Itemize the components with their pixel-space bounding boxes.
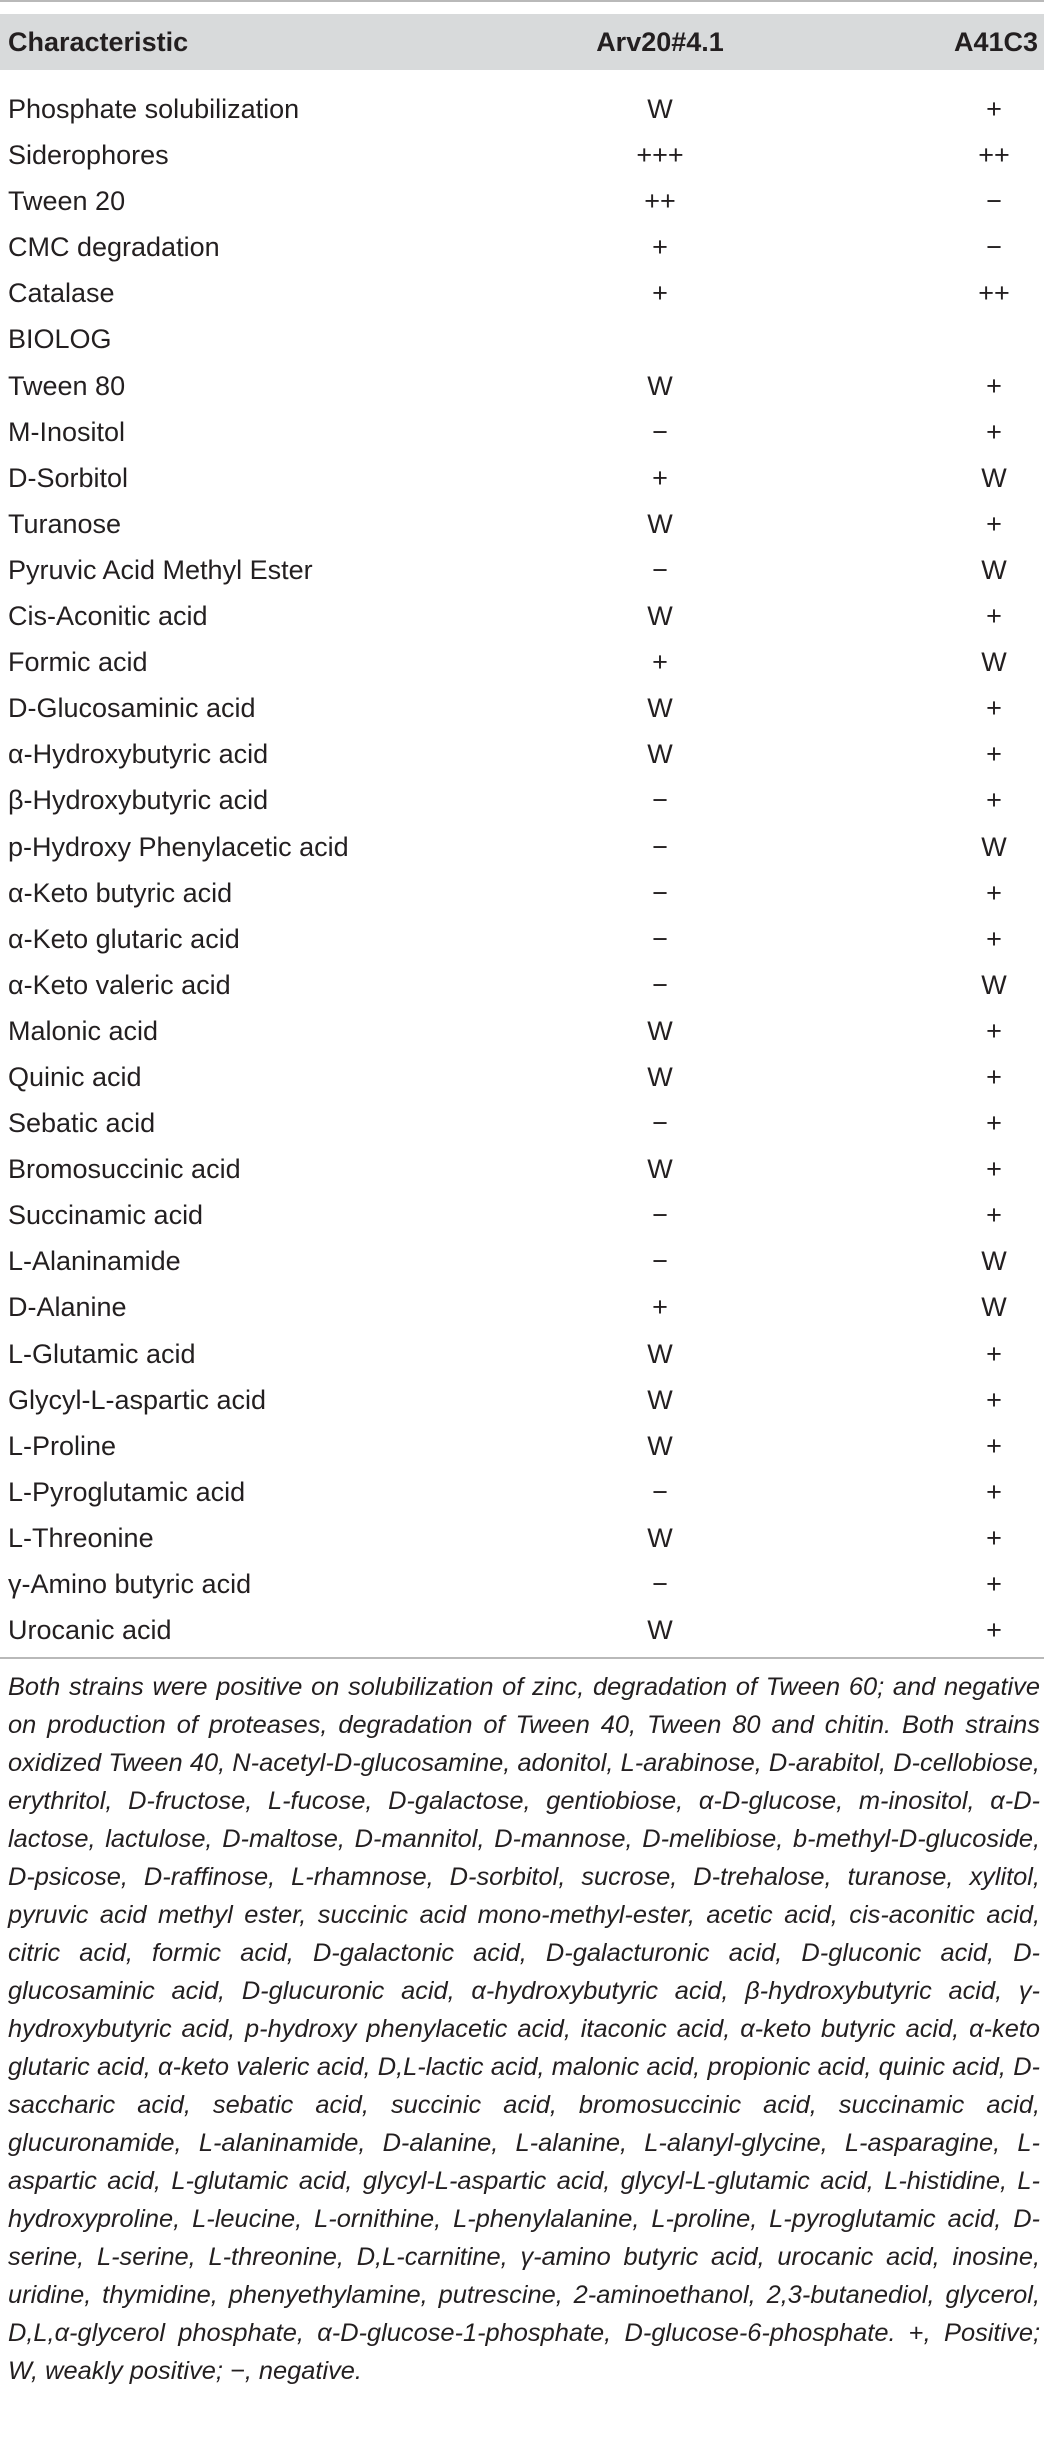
row-strain2-value: +	[986, 416, 1002, 447]
table-row	[0, 1563, 1044, 1609]
row-strain1-value: +	[652, 1292, 668, 1323]
footnote-text: Both strains were positive on solubilization of zinc, degradation of Tween 60; and negative on production of proteases, degradation of Tween 40, Tween 80 and chitin. Both strains oxidized Tween 40, N-acetyl-D-glucosamine, adonitol, L-arabinose, D-arabitol, D-cellobiose, erythritol, D-fructose, L-fucose, D-galactose, gentiobiose, α-D-glucose, m-inositol, α-D-lactose, lactulose, D-maltose, D-mannitol, D-mannose, D-melibiose, b-methyl-D-glucoside, D-psicose, D-raffinose, L-rhamnose, D-sorbitol, sucrose, D-trehalose, turanose, xylitol, pyruvic acid methyl ester, succinic acid mono-methyl-ester, acetic acid, cis-aconitic acid, citric acid, formic acid, D-galactonic acid, D-galacturonic acid, D-gluconic acid, D-glucosaminic acid, D-glucuronic acid, α-hydroxybutyric acid, β-hydroxybutyric acid, γ-hydroxybutyric acid, p-hydroxy phenylacetic acid, itaconic acid, α-keto butyric acid, α-keto glutaric acid, α-keto valeric acid, D,L-lactic acid, malonic acid, propionic acid, quinic acid, D-saccharic acid, sebatic acid, succinic acid, bromosuccinic acid, succinamic acid, glucuronamide, L-alaninamide, D-alanine, L-alanine, L-alanyl-glycine, L-asparagine, L-aspartic acid, L-glutamic acid, glycyl-L-aspartic acid, glycyl-L-glutamic acid, L-histidine, L-hydroxyproline, L-leucine, L-ornithine, L-phenylalanine, L-proline, L-pyroglutamic acid, D-serine, L-serine, L-threonine, D,L-carnitine, γ-amino butyric acid, urocanic acid, inosine, uridine, thymidine, phenyethylamine, putrescine, 2-aminoethanol, 2,3-butanediol, glycerol, D,L,α-glycerol phosphate, α-D-glucose-1-phosphate, D-glucose-6-phosphate.	[8, 1673, 1040, 2347]
row-characteristic: Phosphate solubilization	[8, 94, 300, 124]
row-characteristic: Tween 80	[8, 370, 126, 401]
row-characteristic: CMC degradation	[8, 232, 220, 263]
top-rule	[0, 0, 1044, 2]
row-strain2-value: W	[981, 1246, 1007, 1277]
table-footnote	[8, 1668, 1040, 2390]
table-row	[0, 503, 1044, 549]
row-strain2-value: ++	[978, 140, 1010, 171]
table-row	[0, 457, 1044, 503]
row-characteristic: γ-Amino butyric acid	[8, 1569, 252, 1599]
table-row	[0, 549, 1044, 595]
row-strain2-value: +	[986, 94, 1002, 124]
row-characteristic: Cis-Aconitic acid	[8, 601, 208, 632]
table-row	[0, 779, 1044, 825]
row-strain2-value: +	[986, 693, 1002, 724]
row-characteristic: α-Keto glutaric acid	[8, 923, 240, 954]
row-strain2-value: +	[986, 923, 1002, 954]
row-characteristic: L-Proline	[8, 1430, 117, 1461]
table-row	[0, 1010, 1044, 1056]
row-strain1-value: W	[647, 601, 673, 632]
row-strain2-value: +	[986, 508, 1002, 539]
row-strain2-value: W	[981, 647, 1007, 678]
row-characteristic: α-Keto valeric acid	[8, 969, 231, 1000]
row-strain1-value: ++	[644, 186, 676, 217]
table-row	[0, 1471, 1044, 1517]
row-characteristic: Catalase	[8, 278, 115, 309]
row-characteristic: α-Hydroxybutyric acid	[8, 739, 269, 770]
table-row	[0, 918, 1044, 964]
row-strain1-value: −	[652, 554, 668, 585]
row-strain2-value: ++	[978, 278, 1010, 309]
table-row	[0, 964, 1044, 1010]
row-characteristic: Sebatic acid	[8, 1108, 156, 1139]
row-characteristic: M-Inositol	[8, 416, 126, 447]
row-characteristic: Urocanic acid	[8, 1615, 172, 1646]
row-characteristic: BIOLOG	[8, 324, 112, 355]
row-characteristic: Tween 20	[8, 186, 126, 217]
row-strain1-value: −	[652, 1569, 668, 1599]
row-characteristic: L-Threonine	[8, 1522, 154, 1553]
row-strain2-value: +	[986, 785, 1002, 816]
row-characteristic: Bromosuccinic acid	[8, 1154, 241, 1185]
row-characteristic: D-Sorbitol	[8, 462, 129, 493]
table-row	[0, 1056, 1044, 1102]
bottom-rule	[0, 1657, 1044, 1659]
row-characteristic: Glycyl-L-aspartic acid	[8, 1384, 267, 1415]
row-strain1-value: −	[652, 923, 668, 954]
row-strain1-value: W	[647, 1061, 673, 1092]
row-strain1-value: W	[647, 1522, 673, 1553]
table-row	[0, 595, 1044, 641]
row-characteristic: α-Keto butyric acid	[8, 877, 233, 908]
row-strain1-value: +	[652, 232, 668, 263]
row-characteristic: Pyruvic Acid Methyl Ester	[8, 554, 313, 585]
row-characteristic: Malonic acid	[8, 1015, 159, 1046]
row-strain1-value: W	[647, 1615, 673, 1646]
row-characteristic: Succinamic acid	[8, 1200, 204, 1231]
row-strain2-value: +	[986, 1476, 1002, 1507]
row-strain2-value: −	[986, 232, 1002, 263]
row-strain1-value: W	[647, 1430, 673, 1461]
row-strain2-value: +	[986, 1615, 1002, 1646]
row-strain1-value: W	[647, 739, 673, 770]
table-row	[0, 687, 1044, 733]
table-row	[0, 641, 1044, 687]
row-strain1-value: −	[652, 831, 668, 862]
row-strain1-value: +++	[636, 140, 684, 171]
row-strain1-value: −	[652, 1108, 668, 1139]
row-characteristic: L-Glutamic acid	[8, 1338, 196, 1369]
row-strain2-value: +	[986, 1430, 1002, 1461]
row-strain1-value: −	[652, 969, 668, 1000]
row-strain2-value: W	[981, 462, 1007, 493]
row-strain1-value: W	[647, 1154, 673, 1185]
row-strain1-value: W	[647, 94, 673, 124]
table-row	[0, 411, 1044, 457]
row-strain1-value: −	[652, 1476, 668, 1507]
row-characteristic: Turanose	[8, 508, 122, 539]
table-row	[0, 1379, 1044, 1425]
table-row	[0, 1148, 1044, 1194]
row-strain2-value: +	[986, 1384, 1002, 1415]
row-strain1-value: +	[652, 278, 668, 309]
row-strain1-value: −	[652, 1246, 668, 1277]
row-strain2-value: +	[986, 1338, 1002, 1369]
row-strain2-value: +	[986, 1200, 1002, 1231]
row-strain1-value: −	[652, 877, 668, 908]
row-strain2-value: +	[986, 1108, 1002, 1139]
row-characteristic: β-Hydroxybutyric acid	[8, 785, 269, 816]
row-strain2-value: +	[986, 601, 1002, 632]
row-strain1-value: −	[652, 1200, 668, 1231]
footnote-legend: , Positive; W, weakly positive; −, negative.	[8, 2319, 1041, 2385]
row-strain1-value: W	[647, 508, 673, 539]
row-strain2-value: W	[981, 1292, 1007, 1323]
row-strain2-value: +	[986, 370, 1002, 401]
row-strain2-value: +	[986, 1522, 1002, 1553]
footnote-plus: +	[908, 2319, 924, 2347]
row-characteristic: p-Hydroxy Phenylacetic acid	[8, 831, 349, 862]
row-strain1-value: W	[647, 370, 673, 401]
row-characteristic: Quinic acid	[8, 1061, 142, 1092]
table-row	[0, 365, 1044, 411]
table-row	[0, 1609, 1044, 1655]
row-strain2-value: W	[981, 969, 1007, 1000]
row-strain2-value: +	[986, 739, 1002, 770]
row-strain1-value: W	[647, 1015, 673, 1046]
table-body	[0, 88, 1044, 1655]
row-strain2-value: W	[981, 554, 1007, 585]
table-row	[0, 1517, 1044, 1563]
header-strain1: Arv20#4.1	[596, 27, 724, 57]
row-strain2-value: +	[986, 1061, 1002, 1092]
row-characteristic: Formic acid	[8, 647, 148, 678]
table-row	[0, 1194, 1044, 1240]
row-strain2-value: −	[986, 186, 1002, 217]
row-characteristic: Siderophores	[8, 140, 169, 171]
table-row	[0, 1333, 1044, 1379]
row-strain2-value: W	[981, 831, 1007, 862]
header-characteristic: Characteristic	[8, 27, 189, 57]
table-row	[0, 318, 1044, 364]
row-strain1-value: −	[652, 416, 668, 447]
row-characteristic: L-Pyroglutamic acid	[8, 1476, 246, 1507]
row-strain2-value: +	[986, 1015, 1002, 1046]
row-characteristic: L-Alaninamide	[8, 1246, 181, 1277]
table-row	[0, 226, 1044, 272]
row-strain1-value: W	[647, 693, 673, 724]
row-characteristic: D-Glucosaminic acid	[8, 693, 256, 724]
row-characteristic: D-Alanine	[8, 1292, 127, 1323]
table-row	[0, 1240, 1044, 1286]
table-row	[0, 1425, 1044, 1471]
table-header	[0, 14, 1044, 70]
table-row	[0, 1286, 1044, 1332]
row-strain2-value: +	[986, 877, 1002, 908]
table-row	[0, 180, 1044, 226]
row-strain1-value: W	[647, 1338, 673, 1369]
header-strain2: A41C3	[953, 27, 1038, 57]
table-row	[0, 88, 1044, 134]
table-row	[0, 1102, 1044, 1148]
row-strain2-value: +	[986, 1154, 1002, 1185]
row-strain1-value: +	[652, 647, 668, 678]
row-strain2-value: +	[986, 1569, 1002, 1599]
table-row	[0, 826, 1044, 872]
row-strain1-value: W	[647, 1384, 673, 1415]
row-strain1-value: +	[652, 462, 668, 493]
table-row	[0, 134, 1044, 180]
table-row	[0, 872, 1044, 918]
table-row	[0, 272, 1044, 318]
table-row	[0, 733, 1044, 779]
row-strain1-value: −	[652, 785, 668, 816]
